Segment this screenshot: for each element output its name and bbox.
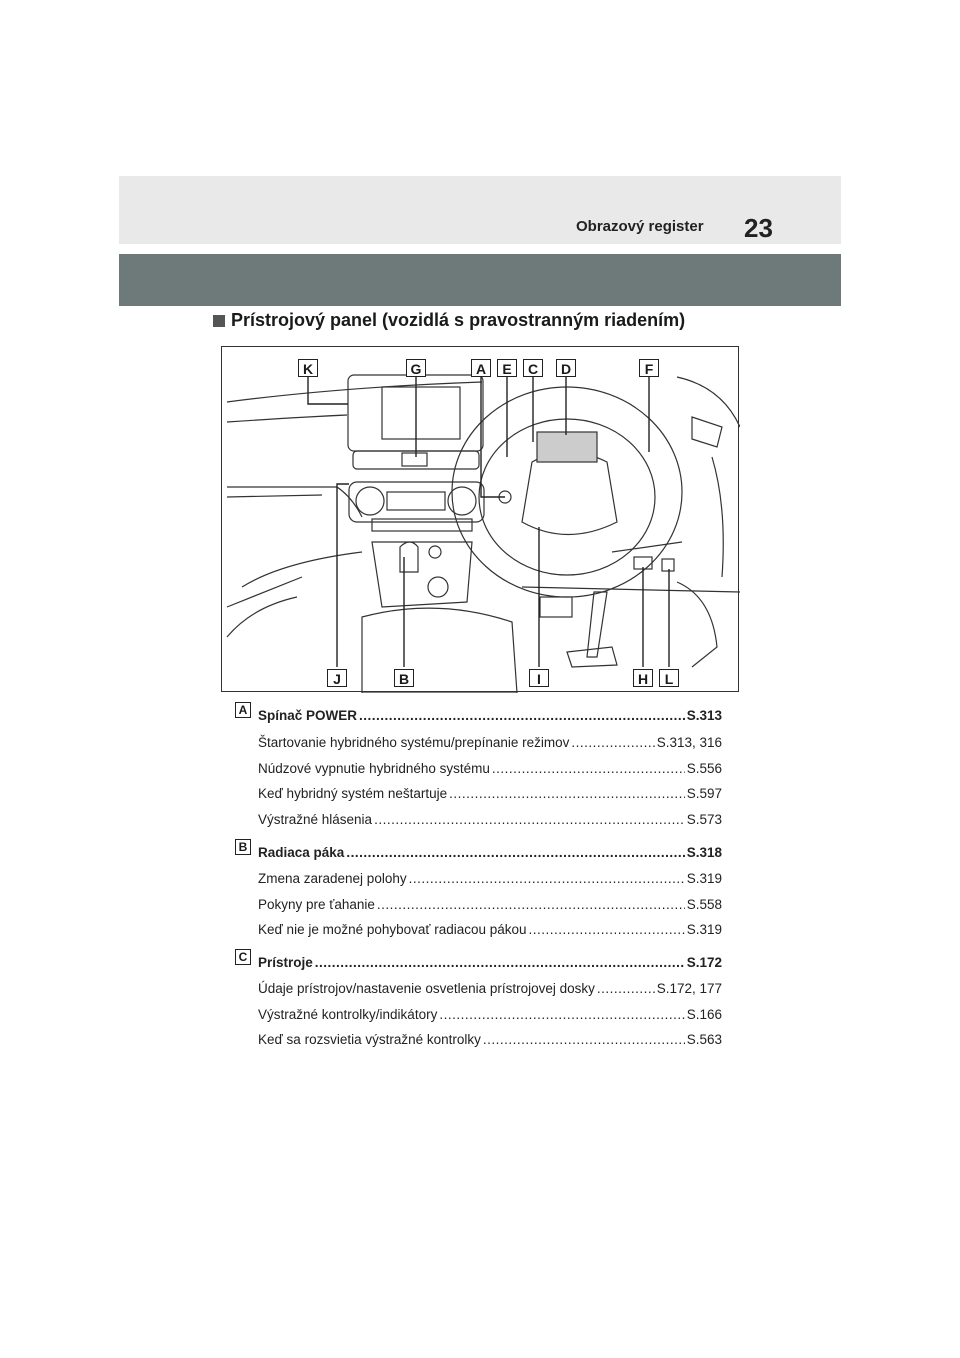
entry-main-c[interactable]	[258, 955, 722, 970]
callout-h: H	[633, 669, 653, 687]
dashboard-illustration	[221, 346, 739, 692]
callout-g: G	[406, 359, 426, 377]
entry-main-b[interactable]	[258, 845, 722, 860]
entry-sub[interactable]	[258, 761, 722, 776]
entry-ref: S.319	[686, 922, 722, 937]
entry-ref: S.563	[686, 1032, 722, 1047]
callout-c: C	[523, 359, 543, 377]
entry-sub[interactable]	[258, 786, 722, 801]
entry-label: Keď nie je možné pohybovať radiacou pákou	[258, 922, 527, 937]
callout-a: A	[471, 359, 491, 377]
entry-sub[interactable]	[258, 922, 722, 937]
entry-label: Výstražné kontrolky/indikátory	[258, 1007, 438, 1022]
entry-sub[interactable]	[258, 871, 722, 886]
square-bullet-icon	[213, 315, 225, 327]
entry-label: Spínač POWER	[258, 708, 358, 723]
entry-label: Radiaca páka	[258, 845, 345, 860]
entry-ref: S.558	[686, 897, 722, 912]
entry-badge-c: C	[235, 949, 251, 965]
entry-ref: S.573	[686, 812, 722, 827]
entry-ref: S.556	[686, 761, 722, 776]
entry-label: Keď sa rozsvietia výstražné kontrolky	[258, 1032, 481, 1047]
entry-badge-a: A	[235, 702, 251, 718]
entry-sub[interactable]	[258, 735, 722, 750]
entry-sub[interactable]	[258, 812, 722, 827]
callout-i: I	[529, 669, 549, 687]
sub-heading-text: Prístrojový panel (vozidlá s pravostranným riadením)	[231, 310, 686, 330]
entry-ref: S.597	[686, 786, 722, 801]
callout-e: E	[497, 359, 517, 377]
entry-badge-b: B	[235, 839, 251, 855]
callout-k: K	[298, 359, 318, 377]
entry-ref: S.172, 177	[656, 981, 722, 996]
callout-d: D	[556, 359, 576, 377]
entry-ref: S.318	[686, 845, 722, 860]
entry-label: Keď hybridný systém neštartuje	[258, 786, 448, 801]
entry-ref: S.313	[686, 708, 722, 723]
entry-label: Prístroje	[258, 955, 313, 970]
entry-ref: S.313, 316	[656, 735, 722, 750]
callout-b: B	[394, 669, 414, 687]
entry-main-a[interactable]	[258, 708, 722, 723]
entry-sub[interactable]	[258, 897, 722, 912]
dashboard-drawing	[222, 347, 740, 693]
entry-label: Zmena zaradenej polohy	[258, 871, 407, 886]
section-title: Obrazový register	[576, 218, 704, 235]
sub-heading	[213, 310, 685, 331]
page-number: 23	[744, 213, 773, 243]
entry-label: Údaje prístrojov/nastavenie osvetlenia prístrojovej dosky	[258, 981, 595, 996]
entry-label: Štartovanie hybridného systému/prepínanie režimov	[258, 735, 570, 750]
chapter-band	[119, 254, 841, 306]
entry-ref: S.172	[686, 955, 722, 970]
entry-ref: S.319	[686, 871, 722, 886]
header-band	[119, 176, 841, 244]
entry-sub[interactable]	[258, 1032, 722, 1047]
entry-sub[interactable]	[258, 1007, 722, 1022]
entry-label: Núdzové vypnutie hybridného systému	[258, 761, 490, 776]
callout-j: J	[327, 669, 347, 687]
entry-label: Pokyny pre ťahanie	[258, 897, 375, 912]
entry-sub[interactable]	[258, 981, 722, 996]
entry-ref: S.166	[686, 1007, 722, 1022]
callout-l: L	[659, 669, 679, 687]
entry-label: Výstražné hlásenia	[258, 812, 373, 827]
callout-f: F	[639, 359, 659, 377]
